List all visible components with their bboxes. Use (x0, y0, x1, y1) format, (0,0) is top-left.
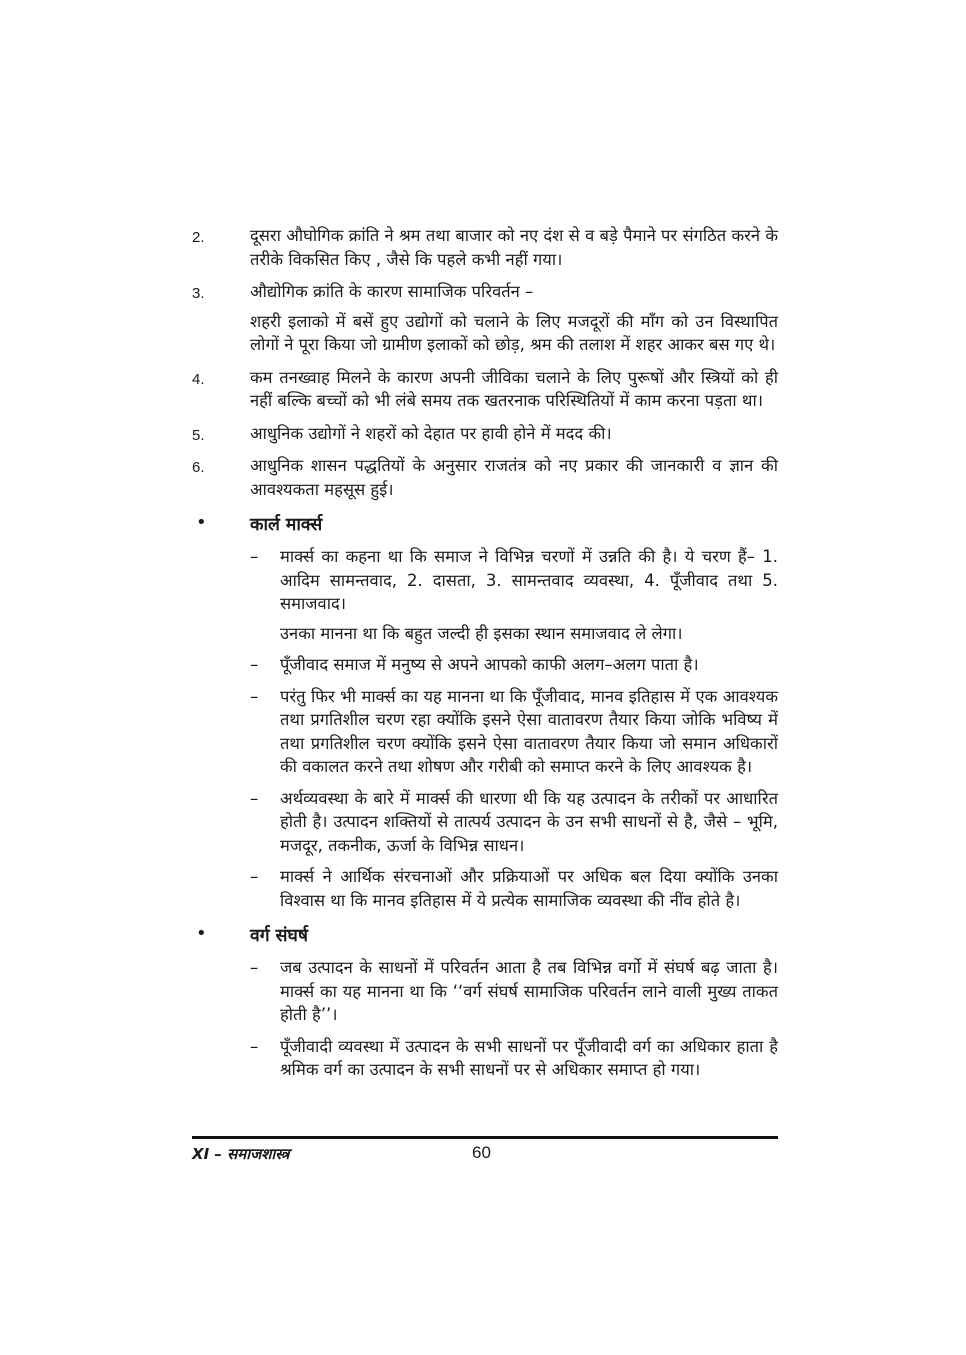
dash-list-item (192, 653, 778, 677)
page-body (192, 224, 778, 1090)
dash-marker: – (250, 867, 259, 886)
dash-marker: – (250, 686, 259, 706)
bullet-icon: • (196, 512, 207, 533)
section-heading-karl-marx (192, 513, 778, 537)
item-text: आधुनिक उद्योगों ने शहरों को देहात पर हावी होने में मदद की। (250, 423, 612, 443)
item-text: कम तनख्वाह मिलने के कारण अपनी जीविका चलाने के लिए पुरूषों और स्त्रियों को ही नहीं बल्कि बच्चों को भी लंबे समय तक खतरनाक परिस्थितियों में काम करना पड़ता था। (250, 367, 778, 410)
item-number: 2. (192, 229, 205, 246)
item-text: परंतु फिर भी मार्क्स का यह मानना था कि पूँजीवाद, मानव इतिहास में एक आवश्यक तथा प्रगतिशील चरण रहा क्योंकि इसने ऐसा वातावरण तैयार किया जोकि भविष्य में तथा प्रगतिशील चरण क्योंकि इसने ऐसा वातावरण तैयार किया जो समान अधिकारों की वकालत करने तथा शोषण और गरीबी को समाप्त करने के लिए आवश्यक है। (280, 686, 778, 776)
item-number: 3. (192, 285, 205, 302)
dash-list-item (192, 1035, 778, 1082)
list-item (192, 422, 778, 446)
list-item (192, 454, 778, 501)
item-number: 4. (192, 370, 205, 388)
section-title: वर्ग संघर्ष (250, 926, 308, 946)
page-number: 60 (472, 1143, 491, 1162)
dash-marker: – (250, 547, 259, 566)
item-text: जब उत्पादन के साधनों में परिवर्तन आता है तब विभिन्न वर्गो में संघर्ष बढ़ जाता है। मार्क्स का यह मानना था कि ‘‘वर्ग संघर्ष सामाजिक परिवर्तन लाने वाली मुख्य ताकत होती है’’। (280, 958, 778, 1024)
section-title: कार्ल मार्क्स (250, 515, 323, 535)
item-number: 6. (192, 459, 205, 476)
item-text: मार्क्स का कहना था कि समाज ने विभिन्न चरणों में उन्नति की है। ये चरण हैं– 1. आदिम सामन्तवाद, 2. दासता, 3. सामन्तवाद व्यवस्था, 4. पूँजीवाद तथा 5. समाजवाद। (280, 547, 778, 613)
footer-book-title: XI – समाजशास्त्र (192, 1145, 290, 1163)
dash-marker: – (250, 958, 259, 977)
item-text: दूसरा औघोगिक क्रांति ने श्रम तथा बाजार को नए दंश से व बड़े पैमाने पर संगठित करने के तरीके विकसित किए , जैसे कि पहले कभी नहीं गया। (250, 226, 778, 269)
item-text: पूँजीवादी व्यवस्था में उत्पादन के सभी साधनों पर पूँजीवादी वर्ग का अधिकार हाता है श्रमिक वर्ग का उत्पादन के सभी साधनों पर से अधिकार समाप्त हो गया। (280, 1036, 778, 1079)
item-text: आधुनिक शासन पद्धतियों के अनुसार राजतंत्र को नए प्रकार की जानकारी व ज्ञान की आवश्यकता महसूस हुई। (250, 456, 778, 499)
dash-marker: – (250, 788, 259, 808)
dash-list-item (192, 865, 778, 912)
list-item (192, 366, 778, 413)
bullet-icon: • (196, 923, 207, 944)
item-text: उनका मानना था कि बहुत जल्दी ही इसका स्थान समाजवाद ले लेगा। (280, 623, 683, 643)
dash-list-item (192, 685, 778, 779)
dash-marker: – (250, 1036, 259, 1056)
dash-marker: – (250, 655, 259, 674)
item-number: 5. (192, 426, 205, 444)
footer-divider (192, 1136, 778, 1139)
list-item (192, 224, 778, 271)
item-text: औद्योगिक क्रांति के कारण सामाजिक परिवर्तन – (250, 282, 534, 301)
item-text: मार्क्स ने आर्थिक संरचनाओं और प्रक्रियाओं पर अधिक बल दिया क्योंकि उनका विश्वास था कि मानव इतिहास में ये प्रत्येक सामाजिक व्यवस्था की नींव होते है। (280, 867, 778, 910)
item-text: अर्थव्यवस्था के बारे में मार्क्स की धारणा थी कि यह उत्पादन के तरीकों पर आधारित होती है। उत्पादन शक्तियों से तात्पर्य उत्पादन के उन सभी साधनों से है, जैसे – भूमि, मजदूर, तकनीक, ऊर्जा के विभिन्न साधन। (280, 788, 778, 855)
dash-list-item (192, 956, 778, 1027)
section-heading-class-struggle (192, 924, 778, 948)
item-text: शहरी इलाको में बसें हुए उद्योगों को चलाने के लिए मजदूरों की माँग को उन विस्थापित लोगों ने पूरा किया जो ग्रामीण इलाकों को छोड़, श्रम की तलाश में शहर आकर बस गए थे। (250, 311, 778, 354)
dash-list-item (192, 787, 778, 858)
item-text: पूँजीवाद समाज में मनुष्य से अपने आपको काफी अलग–अलग पाता है। (280, 655, 699, 674)
list-item (192, 280, 778, 357)
dash-list-item (192, 545, 778, 645)
